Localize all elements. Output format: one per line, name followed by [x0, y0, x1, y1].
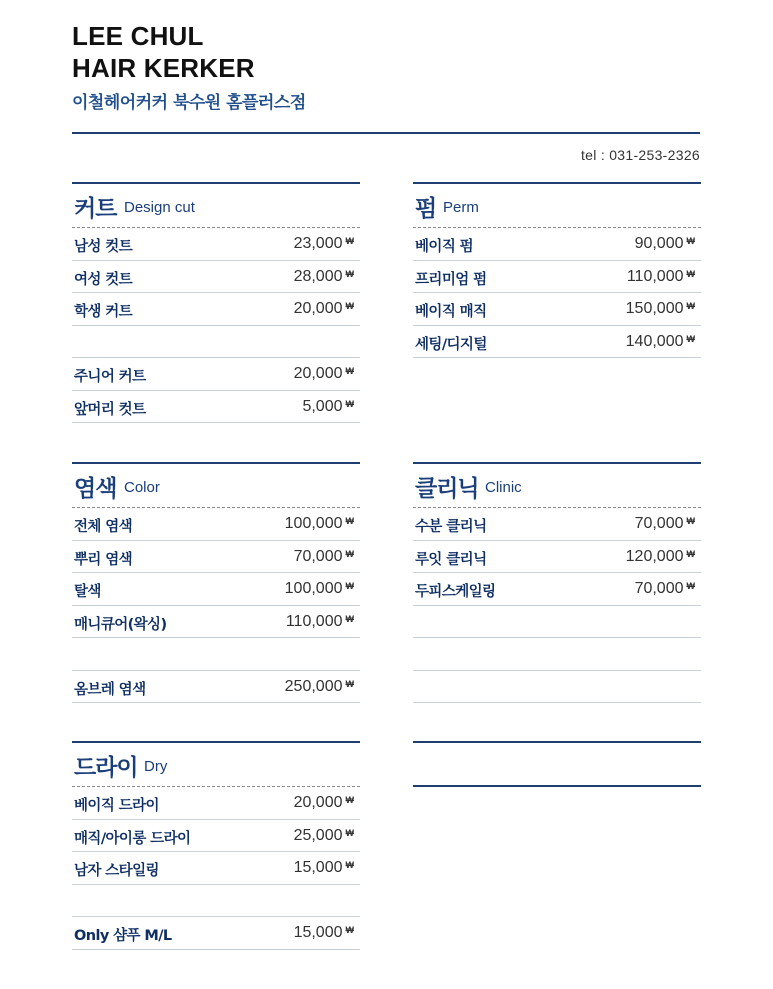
price-value: 110,000 — [285, 612, 343, 630]
service-price — [635, 580, 695, 598]
menu-row — [413, 638, 701, 671]
price-value: 15,000 — [293, 924, 343, 941]
service-price — [294, 924, 354, 942]
price-value: 100,000 — [284, 580, 343, 597]
section-title-english: Dry — [144, 758, 168, 775]
price-value: 120,000 — [625, 547, 684, 565]
service-name: 여성 컷트 — [74, 271, 133, 288]
service-name: 학생 커트 — [74, 304, 133, 320]
price-value: 100,000 — [284, 515, 343, 532]
won-symbol: ₩ — [345, 581, 354, 591]
section-title-english: Perm — [443, 199, 479, 216]
menu-row — [413, 606, 701, 639]
won-symbol: ₩ — [686, 301, 695, 311]
section-divider — [413, 785, 701, 787]
price-value: 20,000 — [293, 794, 343, 811]
won-symbol: ₩ — [345, 236, 354, 246]
section-title-english: Color — [124, 479, 160, 496]
service-price — [626, 548, 695, 566]
menu-row — [72, 358, 360, 391]
section-title-korean: 염색 — [74, 476, 117, 502]
won-symbol: ₩ — [686, 333, 695, 344]
menu-row — [72, 326, 360, 359]
menu-row — [413, 671, 701, 704]
price-value: 70,000 — [634, 580, 684, 597]
won-symbol: ₩ — [345, 516, 354, 526]
brand-title-line2: HAIR KERKER — [72, 53, 255, 83]
service-price — [627, 268, 695, 286]
won-symbol: ₩ — [686, 581, 695, 591]
service-name: 프리미엄 펌 — [415, 271, 487, 288]
section-perm — [413, 182, 701, 358]
service-price — [294, 827, 354, 845]
service-price — [302, 398, 354, 416]
service-name: 수분 클리닉 — [415, 519, 487, 535]
menu-row — [72, 671, 360, 704]
won-symbol: ₩ — [686, 548, 695, 559]
menu-row — [72, 638, 360, 671]
won-symbol: ₩ — [345, 268, 354, 279]
price-value: 150,000 — [625, 300, 684, 317]
section-title-korean: 클리닉 — [415, 476, 479, 502]
service-name: 베이직 펌 — [415, 239, 474, 255]
service-price — [286, 613, 354, 631]
section-title-korean: 펌 — [415, 196, 437, 222]
service-name: 주니어 커트 — [74, 369, 146, 385]
menu-row — [413, 573, 701, 606]
price-value: 70,000 — [293, 547, 343, 565]
telephone-number: tel : 031-253-2326 — [580, 147, 700, 163]
service-name: 뿌리 염색 — [74, 551, 133, 568]
service-name: Only 샴푸 M/L — [74, 928, 172, 944]
service-name: 옴브레 염색 — [74, 681, 146, 698]
service-price — [626, 300, 695, 318]
service-name: 베이직 매직 — [415, 304, 487, 320]
service-name: 남자 스타일링 — [74, 863, 159, 879]
won-symbol: ₩ — [345, 795, 354, 805]
menu-row — [72, 261, 360, 294]
won-symbol: ₩ — [686, 236, 695, 246]
price-value: 25,000 — [293, 826, 343, 844]
won-symbol: ₩ — [345, 398, 354, 409]
service-name: 전체 염색 — [74, 519, 133, 535]
menu-row — [413, 508, 701, 541]
service-name: 매니큐어(왁싱) — [74, 616, 167, 633]
service-price — [635, 235, 695, 253]
service-price — [294, 548, 354, 566]
service-price — [294, 365, 354, 383]
won-symbol: ₩ — [345, 366, 354, 376]
section-color — [72, 462, 360, 703]
price-value: 110,000 — [626, 267, 684, 285]
won-symbol: ₩ — [686, 516, 695, 526]
won-symbol: ₩ — [345, 301, 354, 311]
section-title-english: Clinic — [485, 479, 522, 496]
menu-row — [72, 852, 360, 885]
service-price — [635, 515, 695, 533]
won-symbol: ₩ — [345, 548, 354, 559]
service-name: 루잇 클리닉 — [415, 551, 487, 568]
branch-name: 이철헤어커커 북수원 홈플러스점 — [72, 93, 306, 113]
price-value: 23,000 — [293, 235, 343, 252]
section-header — [413, 182, 701, 228]
service-name: 탈색 — [74, 584, 101, 600]
menu-row — [72, 293, 360, 326]
menu-row — [72, 508, 360, 541]
menu-row — [72, 787, 360, 820]
service-price — [294, 235, 354, 253]
service-name: 두피스케일링 — [415, 584, 496, 600]
menu-row — [72, 541, 360, 574]
section-header — [413, 462, 701, 508]
section-header — [72, 462, 360, 508]
section-title-korean: 커트 — [74, 196, 117, 222]
won-symbol: ₩ — [345, 860, 354, 870]
menu-row — [413, 293, 701, 326]
won-symbol: ₩ — [345, 678, 354, 689]
price-value: 140,000 — [625, 332, 684, 350]
price-value: 70,000 — [634, 515, 684, 532]
service-price — [294, 794, 354, 812]
section-header — [72, 741, 360, 787]
service-price — [294, 300, 354, 318]
service-name: 남성 컷트 — [74, 239, 133, 255]
menu-row — [413, 541, 701, 574]
price-value: 15,000 — [293, 859, 343, 876]
menu-row — [72, 917, 360, 950]
menu-row — [72, 391, 360, 424]
section-divider — [413, 741, 701, 743]
menu-row — [413, 261, 701, 294]
service-price — [285, 580, 354, 598]
section-design-cut — [72, 182, 360, 423]
service-price — [285, 678, 354, 696]
menu-row — [413, 228, 701, 261]
section-header — [72, 182, 360, 228]
service-price — [294, 859, 354, 877]
price-value: 5,000 — [302, 397, 343, 415]
price-value: 20,000 — [293, 365, 343, 382]
service-name: 세팅/디지털 — [415, 336, 487, 353]
won-symbol: ₩ — [345, 613, 354, 624]
section-clinic — [413, 462, 701, 703]
menu-row — [72, 228, 360, 261]
price-value: 20,000 — [293, 300, 343, 317]
section-title-english: Design cut — [124, 199, 195, 216]
service-price — [294, 268, 354, 286]
header-divider — [72, 132, 700, 134]
service-name: 베이직 드라이 — [74, 798, 159, 814]
service-price — [285, 515, 354, 533]
section-title-korean: 드라이 — [74, 755, 138, 781]
price-value: 28,000 — [293, 267, 343, 285]
service-price — [626, 333, 695, 351]
service-name: 매직/아이롱 드라이 — [74, 830, 191, 847]
brand-title — [72, 20, 255, 84]
won-symbol: ₩ — [345, 925, 354, 935]
price-value: 90,000 — [634, 235, 684, 252]
won-symbol: ₩ — [686, 268, 695, 279]
menu-row — [72, 820, 360, 853]
menu-row — [72, 606, 360, 639]
menu-row — [413, 326, 701, 359]
service-name: 앞머리 컷트 — [74, 401, 146, 418]
menu-row — [72, 885, 360, 918]
brand-title-line1: LEE CHUL — [72, 21, 204, 51]
section-dry — [72, 741, 360, 950]
price-value: 250,000 — [284, 677, 343, 695]
won-symbol: ₩ — [345, 827, 354, 838]
menu-row — [72, 573, 360, 606]
